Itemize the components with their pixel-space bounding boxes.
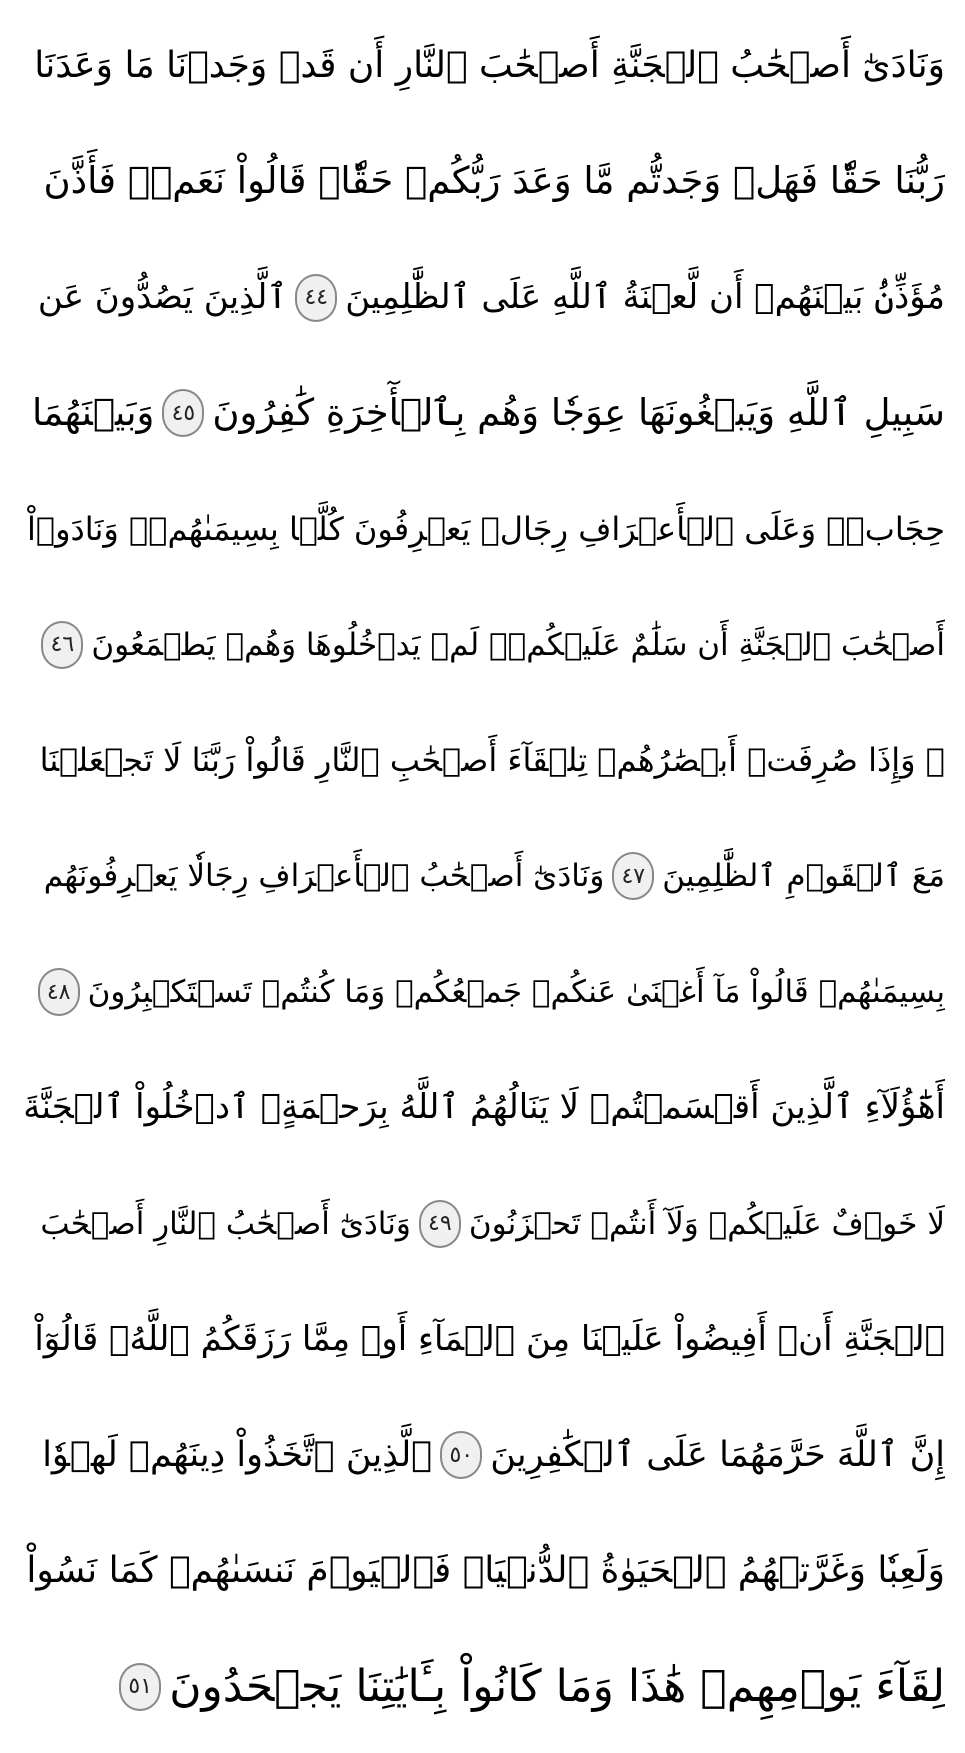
line-text-continuation: وَنَادَىٰٓ أَصۡحَٰبُ ٱلنَّارِ أَصۡحَٰبَ (40, 1205, 411, 1242)
text-block (20, 14, 945, 1739)
verse-number-marker: ٥٠ (440, 1431, 482, 1479)
line-text: مَعَ ٱلۡقَوۡمِ ٱلظَّٰلِمِينَ (662, 858, 945, 895)
line-text-continuation: ٱلَّذِينَ ٱتَّخَذُواْ دِينَهُمۡ لَهۡوٗا (42, 1435, 433, 1476)
text-line (20, 1519, 945, 1623)
text-line (20, 709, 945, 813)
verse-number-marker: ٤٨ (38, 968, 80, 1016)
line-text: ۞ وَإِذَا صُرِفَتۡ أَبۡصَٰرُهُمۡ تِلۡقَآءَ أَصۡحَٰبِ ٱلنَّارِ قَالُواْ رَبَّنَا لَا تَجۡعَلۡنَا (39, 741, 945, 780)
line-text: رَبُّنَا حَقّٗا فَهَلۡ وَجَدتُّم مَّا وَعَدَ رَبُّكُمۡ حَقّٗاۖ قَالُواْ نَعَمۡۚ فَأَذَّنَ (43, 159, 945, 203)
text-line (20, 1635, 945, 1739)
verse-number-marker: ٤٦ (41, 621, 83, 669)
line-text-continuation: وَنَادَىٰٓ أَصۡحَٰبُ ٱلۡأَعۡرَافِ رِجَالٗا يَعۡرِفُونَهُم (43, 858, 605, 895)
line-text: مُؤَذِّنُۢ بَيۡنَهُمۡ أَن لَّعۡنَةُ ٱللَّهِ عَلَى ٱلظَّٰلِمِينَ (345, 276, 945, 317)
line-text: وَنَادَىٰٓ أَصۡحَٰبُ ٱلۡجَنَّةِ أَصۡحَٰبَ ٱلنَّارِ أَن قَدۡ وَجَدۡنَا مَا وَعَدَنَا (34, 45, 945, 87)
line-text: بِسِيمَىٰهُمۡ قَالُواْ مَآ أَغۡنَىٰ عَنكُمۡ جَمۡعُكُمۡ وَمَا كُنتُمۡ تَسۡتَكۡبِرُونَ (87, 974, 945, 1011)
line-text: أَهَٰٓؤُلَآءِ ٱلَّذِينَ أَقۡسَمۡتُمۡ لَا يَنَالُهُمُ ٱللَّهُ بِرَحۡمَةٍۚ ٱدۡخُلُواْ ٱلۡجَنَّةَ (23, 1087, 945, 1128)
line-text: أَصۡحَٰبَ ٱلۡجَنَّةِ أَن سَلَٰمٌ عَلَيۡكُمۡۚ لَمۡ يَدۡخُلُوهَا وَهُمۡ يَطۡمَعُونَ (91, 626, 945, 663)
line-text: لِقَآءَ يَوۡمِهِمۡ هَٰذَا وَمَا كَانُواْ بِـَٔايَٰتِنَا يَجۡحَدُونَ (169, 1660, 945, 1712)
text-line (20, 1403, 945, 1507)
text-line (20, 1288, 945, 1392)
text-line (20, 593, 945, 697)
verse-number-marker: ٤٤ (295, 274, 337, 322)
line-text-continuation: وَبَيۡنَهُمَا (31, 391, 155, 434)
verse-number-marker: ٥١ (119, 1663, 161, 1711)
text-line (20, 246, 945, 350)
text-line (20, 940, 945, 1044)
verse-number-marker: ٤٥ (162, 389, 204, 437)
text-line (20, 824, 945, 928)
line-text: ٱلۡجَنَّةِ أَنۡ أَفِيضُواْ عَلَيۡنَا مِنَ ٱلۡمَآءِ أَوۡ مِمَّا رَزَقَكُمُ ٱللَّهُۚ قَالُوٓاْ (34, 1318, 945, 1359)
line-text: حِجَابٞۚ وَعَلَى ٱلۡأَعۡرَافِ رِجَالٞ يَعۡرِفُونَ كُلَّۢا بِسِيمَىٰهُمۡۚ وَنَادَوۡاْ (26, 509, 945, 548)
text-line (20, 477, 945, 581)
line-text-continuation: ٱلَّذِينَ يَصُدُّونَ عَن (37, 276, 288, 317)
text-line (20, 14, 945, 118)
line-text: لَا خَوۡفٌ عَلَيۡكُمۡ وَلَآ أَنتُمۡ تَحۡزَنُونَ (468, 1205, 945, 1242)
text-line (20, 130, 945, 234)
verse-number-marker: ٤٧ (612, 852, 654, 900)
line-text: وَلَعِبٗا وَغَرَّتۡهُمُ ٱلۡحَيَوٰةُ ٱلدُّنۡيَاۚ فَٱلۡيَوۡمَ نَنسَىٰهُمۡ كَمَا نَسُواْ (26, 1550, 945, 1592)
line-text: سَبِيلِ ٱللَّهِ وَيَبۡغُونَهَا عِوَجٗا وَهُم بِٱلۡأٓخِرَةِ كَٰفِرُونَ (212, 391, 945, 434)
text-line (20, 1056, 945, 1160)
text-line (20, 361, 945, 465)
line-text: إِنَّ ٱللَّهَ حَرَّمَهُمَا عَلَى ٱلۡكَٰفِرِينَ (490, 1435, 945, 1476)
verse-number-marker: ٤٩ (419, 1200, 461, 1248)
text-line (20, 1172, 945, 1276)
